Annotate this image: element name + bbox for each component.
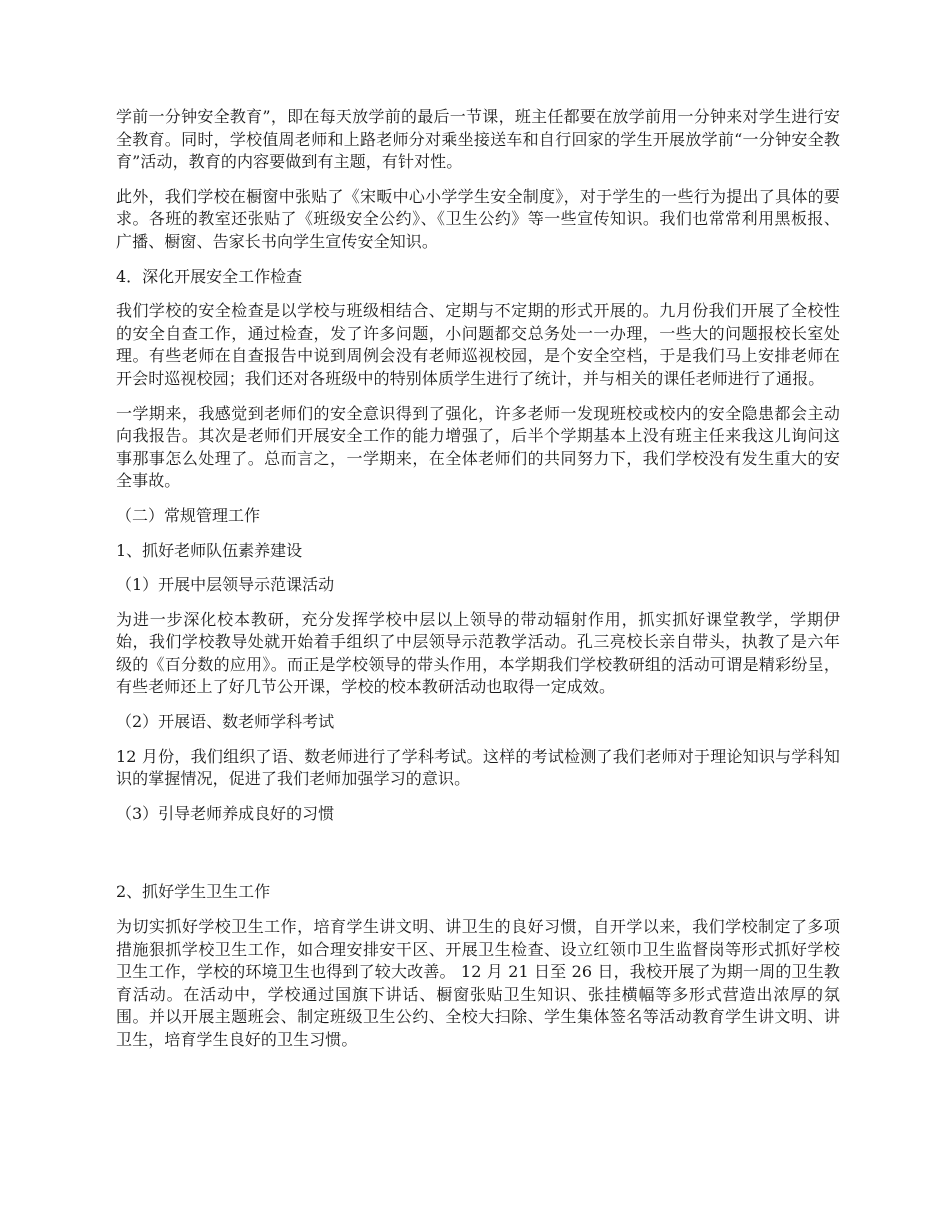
heading-demo-lessons: （1）开展中层领导示范课活动: [116, 575, 335, 595]
paragraph-hygiene-work: 为切实抓好学校卫生工作，培育学生讲文明、讲卫生的良好习惯，自开学以来，我们学校制定了多项措施狠抓学校卫生工作，如合理安排安干区、开展卫生检查、设立红领巾卫生监督岗等形式抓好学校卫生工作，学校的环境卫生也得到了较大改善。 12 月 21 日至 26 日，我校开展了为期一周的卫生教育活动。在活动中，学校通过国旗下讲话、橱窗张贴卫生知识、张挂横幅等多形式营造出浓厚的氛围。并以开展主题班会、制定班级卫生公约、全校大扫除、学生集体签名等活动教育学生讲文明、讲卫生，培育学生良好的卫生习惯。: [116, 917, 840, 1049]
paragraph-safety-check: 我们学校的安全检查是以学校与班级相结合、定期与不定期的形式开展的。九月份我们开展了全校性的安全自查工作，通过检查，发了许多问题，小问题都交总务处一一办理，一些大的问题报校长室处理。有些老师在自查报告中说到周例会没有老师巡视校园，是个安全空档，于是我们马上安排老师在开会时巡视校园；我们还对各班级中的特别体质学生进行了统计，并与相关的课任老师进行了通报。: [116, 301, 840, 388]
heading-student-hygiene: 2、抓好学生卫生工作: [116, 882, 271, 902]
heading-routine-management: （二）常规管理工作: [116, 505, 261, 525]
heading-safety-inspection: 4．深化开展安全工作检查: [116, 266, 303, 286]
heading-teacher-quality: 1、抓好老师队伍素养建设: [116, 540, 303, 560]
paragraph-semester-summary: 一学期来，我感觉到老师们的安全意识得到了强化，许多老师一发现班校或校内的安全隐患都会主动向我报告。其次是老师们开展安全工作的能力增强了，后半个学期基本上没有班主任来我这儿询问这事那事怎么处理了。总而言之，一学期来，在全体老师们的共同努力下，我们学校没有发生重大的安全事故。: [116, 403, 840, 491]
paragraph-subject-exam: 12 月份，我们组织了语、数老师进行了学科考试。这样的考试检测了我们老师对于理论知识与学科知识的掌握情况，促进了我们老师加强学习的意识。: [116, 746, 840, 789]
paragraph-safety-education: 学前一分钟安全教育”，即在每天放学前的最后一节课，班主任都要在放学前用一分钟来对学生进行安全教育。同时，学校值周老师和上路老师分对乘坐接送车和自行回家的学生开展放学前“一分钟安全教育”活动，教育的内容要做到有主题，有针对性。: [116, 107, 840, 172]
paragraph-demo-lessons: 为进一步深化校本教研，充分发挥学校中层以上领导的带动辐射作用，抓实抓好课堂教学，学期伊始，我们学校教导处就开始着手组织了中层领导示范教学活动。孔三亮校长亲自带头，执教了是六年级的《百分数的应用》。而正是学校领导的带头作用，本学期我们学校教研组的活动可谓是精彩纷呈，有些老师还上了好几节公开课，学校的校本教研活动也取得一定成效。: [116, 609, 840, 697]
paragraph-safety-posters: 此外，我们学校在橱窗中张贴了《宋畈中心小学学生安全制度》，对于学生的一些行为提出了具体的要求。各班的教室还张贴了《班级安全公约》、《卫生公约》等一些宣传知识。我们也常常利用黑板报、广播、橱窗、告家长书向学生宣传安全知识。: [116, 186, 840, 251]
document-page: [116, 106, 840, 1052]
heading-subject-exam: （2）开展语、数老师学科考试: [116, 712, 335, 732]
heading-good-habits: （3）引导老师养成良好的习惯: [116, 803, 335, 823]
